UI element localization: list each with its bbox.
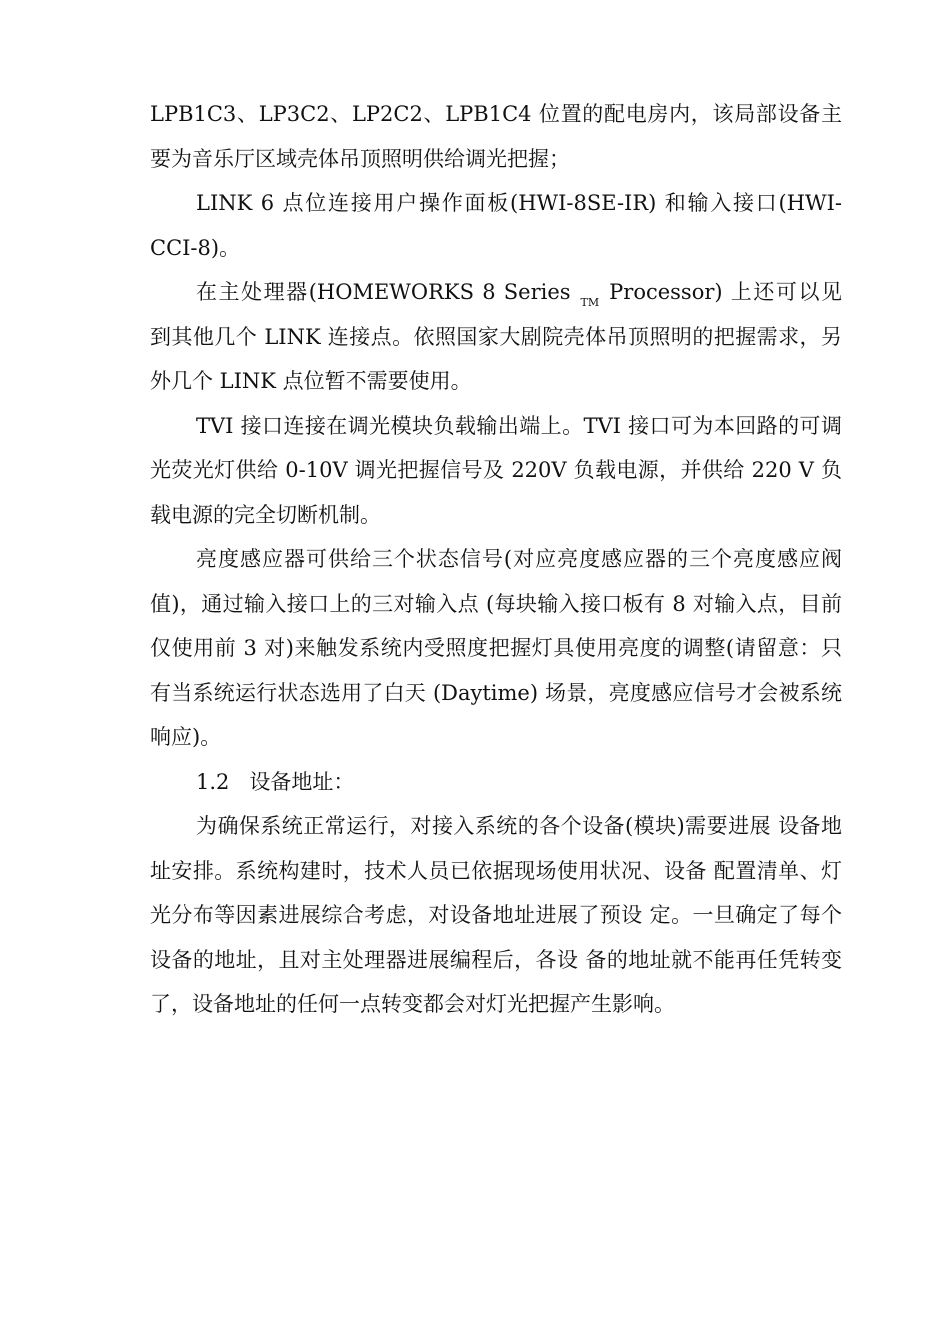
section-heading: [150, 760, 842, 805]
processor-text-after: Processor) 上还可以见到其他几个 LINK 连接点。依照国家大剧院壳体吊顶照明的把握需求，另外几个 LINK 点位暂不需要使用。: [150, 280, 842, 393]
paragraph-device-address: 为确保系统正常运行，对接入系统的各个设备(模块)需要进展 设备地址安排。系统构建时，技术人员已依据现场使用状况、设备 配置清单、灯光分布等因素进展综合考虑，对设备地址进展了预设 定。一旦确定了每个设备的地址，且对主处理器进展编程后，各设 备的地址就不能再任凭转变了，设备地址的任何一点转变都会对灯光把握产生影响。: [150, 814, 842, 1016]
trademark-subscript: TM: [580, 296, 600, 309]
section-title: 设备地址：: [249, 769, 355, 794]
paragraph-link6: LINK 6 点位连接用户操作面板(HWI-8SE-IR) 和输入接口(HWI-CCI-8)。: [150, 191, 842, 260]
paragraph-main-processor: [150, 270, 842, 404]
processor-text-before: 在主处理器(HOMEWORKS 8 Series: [196, 280, 571, 304]
paragraph-distribution-rooms: LPB1C3、LP3C2、LP2C2、LPB1C4 位置的配电房内，该局部设备主要为音乐厅区域壳体吊顶照明供给调光把握；: [150, 102, 842, 171]
paragraph-tvi-interface: TVI 接口连接在调光模块负载输出端上。TVI 接口可为本回路的可调光荧光灯供给 0-10V 调光把握信号及 220V 负载电源，并供给 220 V 负载电源的完全切断机制。: [150, 413, 842, 527]
document-body: [150, 92, 842, 1027]
paragraph-light-sensor: 亮度感应器可供给三个状态信号(对应亮度感应器的三个亮度感应阀值)，通过输入接口上的三对输入点 (每块输入接口板有 8 对输入点，目前仅使用前 3 对)来触发系统内受照度把握灯具使用亮度的调整(请留意：只有当系统运行状态选用了白天 (Daytime) 场景，亮度感应信号才会被系统响应)。: [150, 547, 842, 749]
section-number: 1.2: [196, 769, 230, 794]
